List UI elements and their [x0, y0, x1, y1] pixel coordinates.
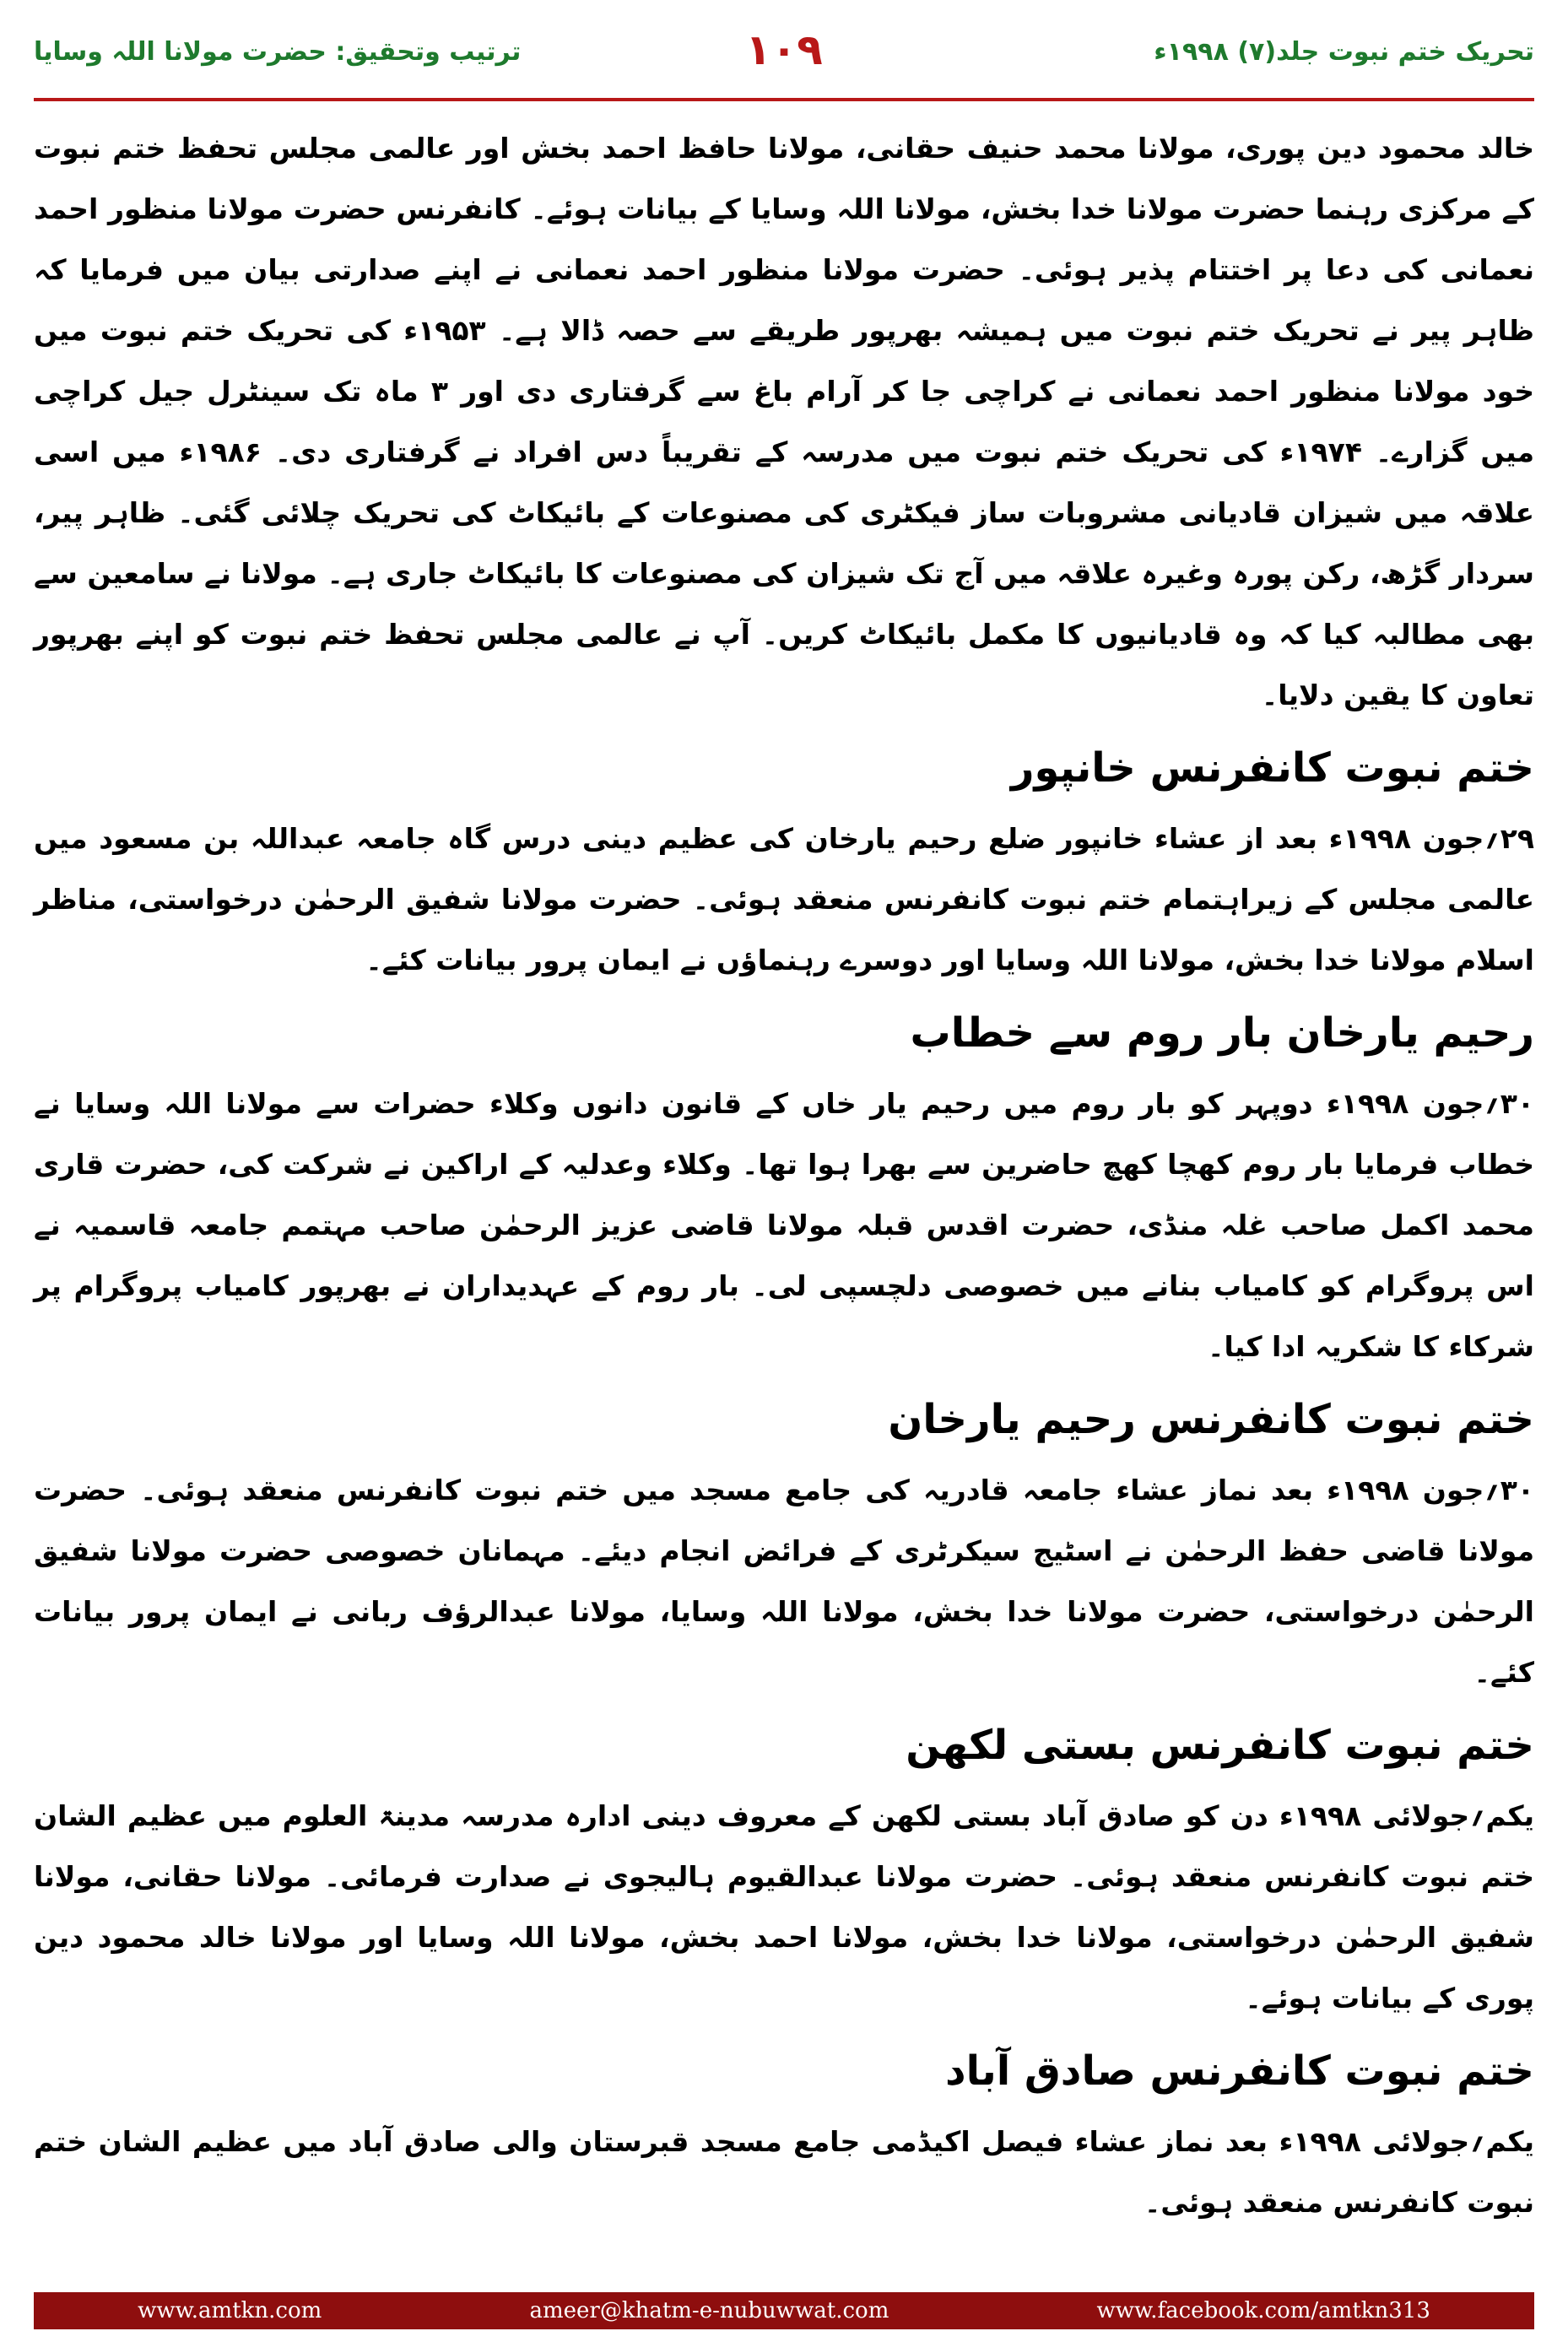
footer-website-link[interactable]: www.amtkn.com — [138, 2298, 322, 2323]
footer-facebook-link[interactable]: www.facebook.com/amtkn313 — [1096, 2298, 1430, 2323]
heading-bar-room: رحیم یارخان بار روم سے خطاب — [910, 1009, 1534, 1057]
heading-khanpur: ختم نبوت کانفرنس خانپور — [1010, 744, 1534, 792]
page-footer — [34, 2292, 1534, 2329]
heading-rahim-yar-khan: ختم نبوت کانفرنس رحیم یارخان — [888, 1396, 1534, 1443]
page-body — [34, 118, 1534, 2233]
page-header — [34, 25, 1534, 93]
heading-sadiq-abad: ختم نبوت کانفرنس صادق آباد — [945, 2047, 1534, 2095]
paragraph-khanpur: ۲۹؍جون ۱۹۹۸ء بعد از عشاء خانپور ضلع رحیم یارخان کی عظیم دینی درس گاہ جامعہ عبداللہ بن مسعود میں عالمی مجلس کے زیراہتمام ختم نبوت کانفرنس منعقد ہوئی۔ حضرت مولانا شفیق الرحمٰن درخواستی، مناظر اسلام مولانا خدا بخش، مولانا اللہ وسایا اور دوسرے رہنماؤں نے ایمان پرور بیانات کئے۔ — [34, 822, 1534, 976]
paragraph-intro: خالد محمود دین پوری، مولانا محمد حنیف حقانی، مولانا حافظ احمد بخش اور عالمی مجلس تحفظ ختم نبوت کے مرکزی رہنما حضرت مولانا خدا بخش، مولانا اللہ وسایا کے بیانات ہوئے۔ کانفرنس حضرت مولانا منظور احمد نعمانی کی دعا پر اختتام پذیر ہوئی۔ حضرت مولانا منظور احمد نعمانی نے اپنے صدارتی بیان میں فرمایا کہ ظاہر پیر نے تحریک ختم نبوت میں ہمیشہ بھرپور طریقے سے حصہ ڈالا ہے۔ ۱۹۵۳ء کی تحریک ختم نبوت میں خود مولانا منظور احمد نعمانی نے کراچی جا کر آرام باغ سے گرفتاری دی اور ۳ ماہ تک سینٹرل جیل کراچی میں گزارے۔ ۱۹۷۴ء کی تحریک ختم نبوت میں مدرسہ کے تقریباً دس افراد نے گرفتاری دی۔ ۱۹۸۶ء میں اسی علاقہ میں شیزان قادیانی مشروبات ساز فیکٹری کی مصنوعات کے بائیکاٹ کی تحریک چلائی گئی۔ ظاہر پیر، سردار گڑھ، رکن پورہ وغیرہ علاقہ میں آج تک شیزان کی مصنوعات کا بائیکاٹ جاری ہے۔ مولانا نے سامعین سے بھی مطالبہ کیا کہ وہ قادیانیوں کا مکمل بائیکاٹ کریں۔ آپ نے عالمی مجلس تحفظ ختم نبوت کو اپنے بھرپور تعاون کا یقین دلایا۔ — [34, 132, 1535, 711]
heading-basti-lakhan: ختم نبوت کانفرنس بستی لکھن — [906, 1722, 1534, 1769]
paragraph-bar-room: ۳۰؍جون ۱۹۹۸ء دوپہر کو بار روم میں رحیم یار خاں کے قانون دانوں وکلاء حضرات سے مولانا اللہ وسایا نے خطاب فرمایا بار روم کھچا کھچ حاضرین سے بھرا ہوا تھا۔ وکلاء وعدلیہ کے اراکین نے شرکت کی، حضرت قاری محمد اکمل صاحب غلہ منڈی، حضرت اقدس قبلہ مولانا قاضی عزیز الرحمٰن صاحب مہتمم جامعہ قاسمیہ نے اس پروگرام کو کامیاب بنانے میں خصوصی دلچسپی لی۔ بار روم کے عہدیداران نے بھرپور کامیاب پروگرام پر شرکاء کا شکریہ ادا کیا۔ — [34, 1087, 1534, 1363]
paragraph-basti-lakhan: یکم؍جولائی ۱۹۹۸ء دن کو صادق آباد بستی لکھن کے معروف دینی ادارہ مدرسہ مدینۃ العلوم میں عظیم الشان ختم نبوت کانفرنس منعقد ہوئی۔ حضرت مولانا عبدالقیوم ہالیجوی نے صدارت فرمائی۔ مولانا حقانی، مولانا شفیق الرحمٰن درخواستی، مولانا خدا بخش، مولانا احمد بخش، مولانا اللہ وسایا اور مولانا خالد محمود دین پوری کے بیانات ہوئے۔ — [34, 1799, 1534, 2015]
book-title: تحریک ختم نبوت جلد(۷) ۱۹۹۸ء — [1154, 37, 1534, 67]
compiler-credit: ترتیب وتحقیق: حضرت مولانا اللہ وسایا — [34, 37, 522, 67]
header-divider — [34, 98, 1534, 101]
page-number: ۱۰۹ — [745, 25, 823, 74]
paragraph-sadiq-abad: یکم؍جولائی ۱۹۹۸ء بعد نماز عشاء فیصل اکیڈمی جامع مسجد قبرستان والی صادق آباد میں عظیم الشان ختم نبوت کانفرنس منعقد ہوئی۔ — [34, 2125, 1535, 2219]
paragraph-rahim-yar-khan: ۳۰؍جون ۱۹۹۸ء بعد نماز عشاء جامعہ قادریہ کی جامع مسجد میں ختم نبوت کانفرنس منعقد ہوئی۔ حضرت مولانا قاضی حفظ الرحمٰن نے اسٹیج سیکرٹری کے فرائض انجام دیئے۔ مہمانان خصوصی حضرت مولانا شفیق الرحمٰن درخواستی، حضرت مولانا خدا بخش، مولانا اللہ وسایا، مولانا عبدالرؤف ربانی نے ایمان پرور بیانات کئے۔ — [34, 1474, 1534, 1689]
footer-email-link[interactable]: ameer@khatm-e-nubuwwat.com — [529, 2298, 889, 2323]
